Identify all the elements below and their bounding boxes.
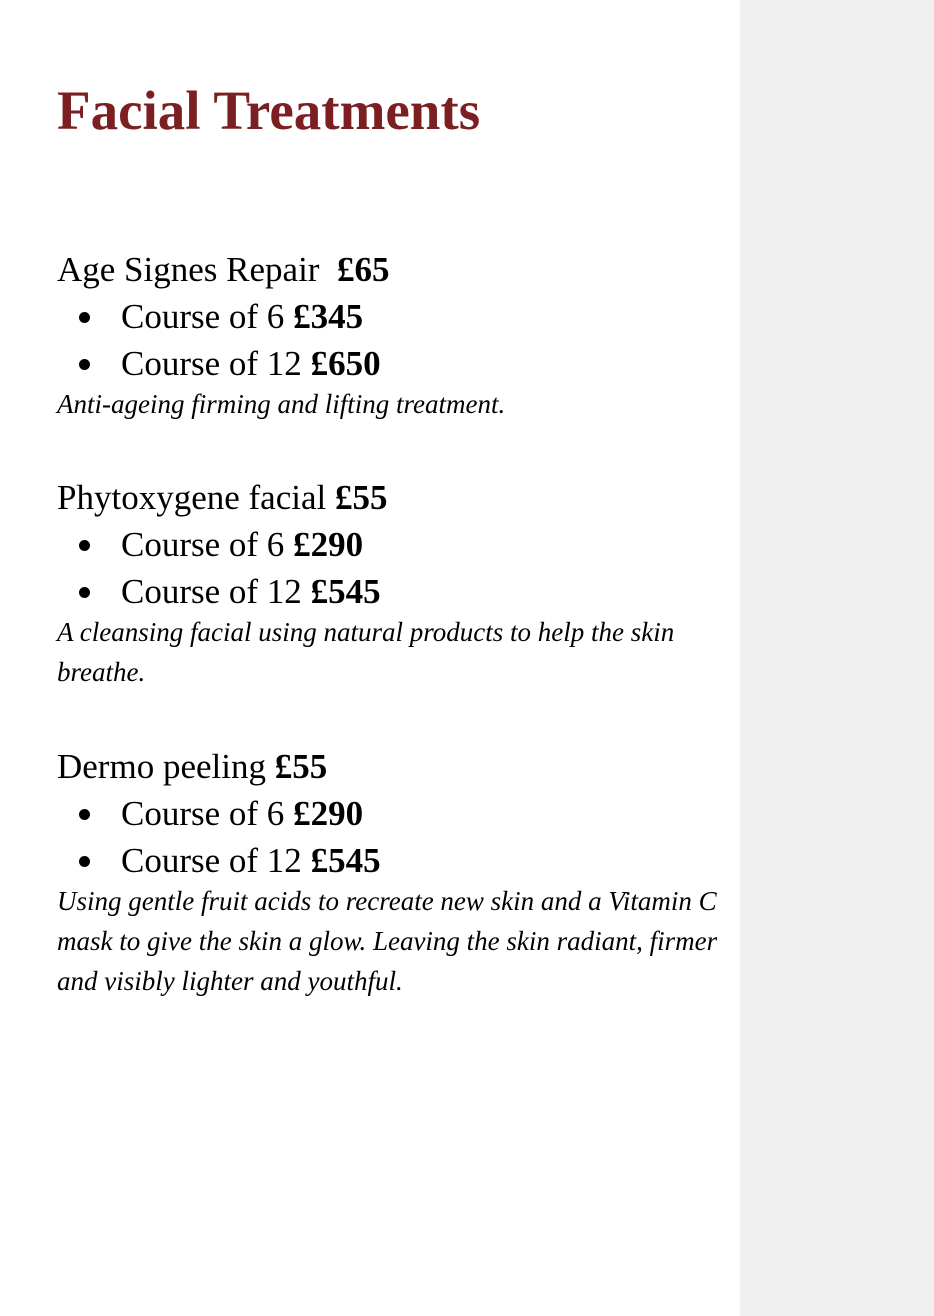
treatment-name-line — [57, 246, 727, 293]
course-price: £545 — [310, 572, 381, 611]
course-price: £290 — [293, 794, 364, 833]
course-price: £545 — [310, 841, 381, 880]
bullet-icon — [79, 856, 90, 867]
course-label: Course of 6 — [121, 794, 285, 833]
treatment-name: Age Signes Repair — [57, 250, 320, 289]
course-price: £650 — [310, 344, 381, 383]
bullet-icon — [79, 312, 90, 323]
treatment-description: A cleansing facial using natural products to help the skin breathe. — [57, 617, 675, 687]
course-label: Course of 12 — [121, 841, 302, 880]
treatment-price: £55 — [274, 747, 328, 786]
treatment-age-signes-repair — [57, 246, 727, 424]
treatment-name: Phytoxygene facial — [57, 478, 327, 517]
course-item — [57, 837, 727, 884]
course-list — [57, 521, 727, 615]
course-label: Course of 12 — [121, 572, 302, 611]
course-item — [57, 293, 727, 340]
course-list — [57, 790, 727, 884]
course-item — [57, 521, 727, 568]
course-list — [57, 293, 727, 387]
treatment-name: Dermo peeling — [57, 747, 266, 786]
course-label: Course of 6 — [121, 297, 285, 336]
treatment-name-line — [57, 474, 727, 521]
right-margin-panel — [740, 0, 934, 1316]
bullet-icon — [79, 359, 90, 370]
page-title: Facial Treatments — [57, 80, 481, 141]
bullet-icon — [79, 809, 90, 820]
treatment-name-line — [57, 743, 727, 790]
course-price: £345 — [293, 297, 364, 336]
bullet-icon — [79, 587, 90, 598]
course-item — [57, 568, 727, 615]
treatment-description: Anti-ageing firming and lifting treatment. — [57, 389, 506, 419]
treatment-dermo-peeling — [57, 743, 727, 1001]
course-item — [57, 790, 727, 837]
course-label: Course of 12 — [121, 344, 302, 383]
treatment-phytoxygene-facial — [57, 474, 727, 692]
course-label: Course of 6 — [121, 525, 285, 564]
course-price: £290 — [293, 525, 364, 564]
course-item — [57, 340, 727, 387]
treatment-price: £65 — [336, 250, 390, 289]
treatment-price: £55 — [334, 478, 388, 517]
bullet-icon — [79, 540, 90, 551]
treatment-description: Using gentle fruit acids to recreate new skin and a Vitamin C mask to give the skin a glow. Leaving the skin radiant, firmer and visibly lighter and youthful. — [57, 886, 718, 996]
